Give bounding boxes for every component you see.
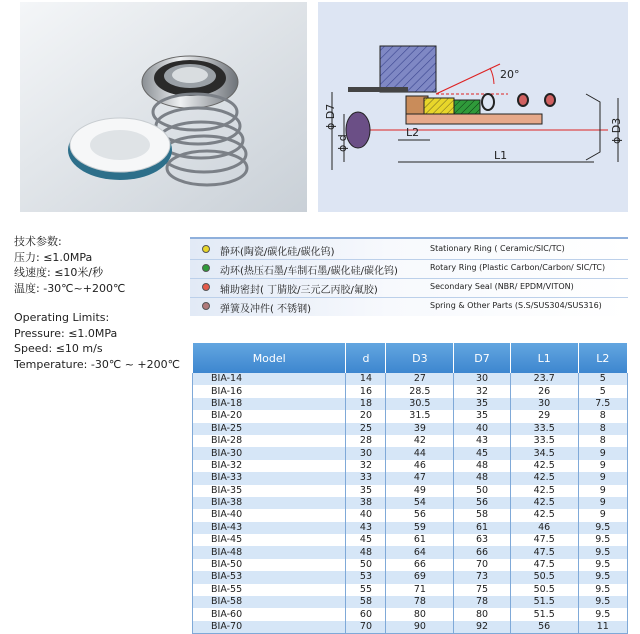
table-cell: 48 xyxy=(346,546,386,558)
product-photo xyxy=(20,2,307,212)
table-cell: 8 xyxy=(578,410,627,422)
table-cell: 90 xyxy=(386,621,454,634)
table-cell: 47.5 xyxy=(510,546,578,558)
table-cell: 34.5 xyxy=(510,447,578,459)
table-cell: 47.5 xyxy=(510,534,578,546)
table-header-row xyxy=(193,343,628,373)
table-cell: 9.5 xyxy=(578,522,627,534)
table-cell: BIA-16 xyxy=(193,385,346,397)
materials-legend xyxy=(190,237,628,316)
table-cell: 9 xyxy=(578,485,627,497)
seal-diagram xyxy=(318,2,628,212)
table-cell: 49 xyxy=(386,485,454,497)
spec-row: Temperature: -30℃ ~ +200℃ xyxy=(14,357,180,371)
table-cell: 8 xyxy=(578,423,627,435)
table-cell: 42.5 xyxy=(510,485,578,497)
col-header-model: Model xyxy=(193,343,346,373)
table-cell: 38 xyxy=(346,497,386,509)
specs-chinese xyxy=(14,234,125,296)
table-cell: 16 xyxy=(346,385,386,397)
table-row xyxy=(193,522,628,534)
table-cell: 50.5 xyxy=(510,571,578,583)
brown-dot-icon xyxy=(202,302,210,310)
spec-row: 线速度: ≤10米/秒 xyxy=(14,266,104,279)
col-header-d: d xyxy=(346,343,386,373)
table-cell: 9.5 xyxy=(578,534,627,546)
table-cell: BIA-33 xyxy=(193,472,346,484)
table-cell: 33 xyxy=(346,472,386,484)
table-cell: BIA-30 xyxy=(193,447,346,459)
table-cell: 9.5 xyxy=(578,596,627,608)
table-cell: 71 xyxy=(386,584,454,596)
legend-row: 弹簧及冲件( 不锈钢) Spring & Other Parts (S.S/SUS304/SUS316) xyxy=(190,298,628,315)
table-cell: 45 xyxy=(346,534,386,546)
table-cell: 30 xyxy=(346,447,386,459)
red-dot-icon xyxy=(202,283,210,291)
table-cell: 48 xyxy=(454,460,511,472)
table-cell: 60 xyxy=(346,608,386,620)
table-cell: BIA-58 xyxy=(193,596,346,608)
table-cell: 35 xyxy=(454,398,511,410)
table-cell: 9.5 xyxy=(578,584,627,596)
legend-row: 静环(陶瓷/碳化硅/碳化钨) Stationary Ring ( Ceramic/SIC/TC) xyxy=(190,241,628,258)
table-cell: 9 xyxy=(578,509,627,521)
dim-l2: L2 xyxy=(406,126,420,139)
table-cell: 32 xyxy=(346,460,386,472)
table-cell: 56 xyxy=(454,497,511,509)
table-row xyxy=(193,398,628,410)
table-cell: 78 xyxy=(454,596,511,608)
table-cell: 9.5 xyxy=(578,571,627,583)
spec-row: Pressure: ≤1.0MPa xyxy=(14,326,118,340)
table-cell: BIA-53 xyxy=(193,571,346,583)
table-cell: 29 xyxy=(510,410,578,422)
table-cell: 56 xyxy=(386,509,454,521)
table-row xyxy=(193,472,628,484)
table-cell: BIA-50 xyxy=(193,559,346,571)
table-cell: 66 xyxy=(454,546,511,558)
table-cell: BIA-14 xyxy=(193,373,346,385)
table-cell: 66 xyxy=(386,559,454,571)
table-cell: 9.5 xyxy=(578,546,627,558)
legend-row: 动环(热压石墨/车制石墨/碳化硅/碳化钨) Rotary Ring (Plastic Carbon/Carbon/ SIC/TC) xyxy=(190,260,628,277)
table-cell: BIA-35 xyxy=(193,485,346,497)
spec-row: 压力: ≤1.0MPa xyxy=(14,250,93,264)
table-row xyxy=(193,571,628,583)
table-cell: BIA-20 xyxy=(193,410,346,422)
table-cell: 47.5 xyxy=(510,559,578,571)
table-cell: 14 xyxy=(346,373,386,385)
table-cell: 78 xyxy=(386,596,454,608)
col-header-l1: L1 xyxy=(510,343,578,373)
table-cell: BIA-25 xyxy=(193,423,346,435)
table-cell: 55 xyxy=(346,584,386,596)
table-cell: 7.5 xyxy=(578,398,627,410)
table-row xyxy=(193,385,628,397)
table-row xyxy=(193,460,628,472)
table-row xyxy=(193,559,628,571)
table-cell: 61 xyxy=(386,534,454,546)
table-cell: BIA-45 xyxy=(193,534,346,546)
table-row xyxy=(193,423,628,435)
table-cell: 58 xyxy=(346,596,386,608)
table-cell: 48 xyxy=(454,472,511,484)
table-cell: 28 xyxy=(346,435,386,447)
table-cell: 39 xyxy=(386,423,454,435)
table-cell: 56 xyxy=(510,621,578,634)
table-cell: 45 xyxy=(454,447,511,459)
table-cell: 46 xyxy=(510,522,578,534)
table-row xyxy=(193,497,628,509)
table-cell: 25 xyxy=(346,423,386,435)
col-header-d7: D7 xyxy=(454,343,511,373)
table-cell: 42 xyxy=(386,435,454,447)
table-cell: BIA-70 xyxy=(193,621,346,634)
table-cell: 26 xyxy=(510,385,578,397)
dim-d3: ϕ D3 xyxy=(610,117,623,144)
table-cell: 40 xyxy=(454,423,511,435)
table-cell: 27 xyxy=(386,373,454,385)
table-row xyxy=(193,596,628,608)
table-cell: 30 xyxy=(454,373,511,385)
table-cell: 54 xyxy=(386,497,454,509)
table-cell: 40 xyxy=(346,509,386,521)
table-cell: 9 xyxy=(578,447,627,459)
table-cell: 50.5 xyxy=(510,584,578,596)
dim-d7: ϕ D7 xyxy=(324,103,337,130)
table-cell: 8 xyxy=(578,435,627,447)
table-cell: 80 xyxy=(454,608,511,620)
col-header-l2: L2 xyxy=(578,343,627,373)
table-cell: 32 xyxy=(454,385,511,397)
yellow-dot-icon xyxy=(202,245,210,253)
table-cell: 9 xyxy=(578,497,627,509)
table-cell: 5 xyxy=(578,385,627,397)
table-cell: 35 xyxy=(454,410,511,422)
table-cell: 42.5 xyxy=(510,472,578,484)
spec-row: 温度: -30℃~+200℃ xyxy=(14,281,126,295)
table-row xyxy=(193,435,628,447)
table-cell: BIA-43 xyxy=(193,522,346,534)
table-row xyxy=(193,509,628,521)
table-cell: 69 xyxy=(386,571,454,583)
green-dot-icon xyxy=(202,264,210,272)
table-cell: 59 xyxy=(386,522,454,534)
table-cell: 11 xyxy=(578,621,627,634)
table-cell: BIA-55 xyxy=(193,584,346,596)
table-cell: 44 xyxy=(386,447,454,459)
table-cell: BIA-32 xyxy=(193,460,346,472)
table-cell: 23.7 xyxy=(510,373,578,385)
legend-row: 辅助密封( 丁腈胶/三元乙丙胶/氟胶) Secondary Seal (NBR/ EPDM/VITON) xyxy=(190,279,628,296)
table-cell: 9 xyxy=(578,460,627,472)
table-cell: 58 xyxy=(454,509,511,521)
table-cell: 73 xyxy=(454,571,511,583)
table-cell: 31.5 xyxy=(386,410,454,422)
dim-l1: L1 xyxy=(494,149,508,162)
table-row xyxy=(193,410,628,422)
table-cell: 30.5 xyxy=(386,398,454,410)
table-cell: 50 xyxy=(346,559,386,571)
col-header-d3: D3 xyxy=(386,343,454,373)
table-row xyxy=(193,534,628,546)
table-cell: 20 xyxy=(346,410,386,422)
table-cell: BIA-38 xyxy=(193,497,346,509)
table-cell: 5 xyxy=(578,373,627,385)
table-cell: 53 xyxy=(346,571,386,583)
table-cell: 18 xyxy=(346,398,386,410)
spec-row: 技术参数: xyxy=(14,235,62,248)
table-cell: BIA-60 xyxy=(193,608,346,620)
table-cell: BIA-28 xyxy=(193,435,346,447)
table-cell: 80 xyxy=(386,608,454,620)
table-cell: 63 xyxy=(454,534,511,546)
table-cell: 30 xyxy=(510,398,578,410)
table-row xyxy=(193,584,628,596)
table-row xyxy=(193,546,628,558)
table-cell: 46 xyxy=(386,460,454,472)
specs-english xyxy=(14,310,180,372)
angle-label: 20° xyxy=(500,68,520,81)
table-cell: 42.5 xyxy=(510,509,578,521)
dim-d: ϕ d xyxy=(336,134,349,152)
table-cell: 33.5 xyxy=(510,423,578,435)
table-row xyxy=(193,485,628,497)
spec-row: Speed: ≤10 m/s xyxy=(14,342,103,355)
table-row xyxy=(193,608,628,620)
table-cell: 70 xyxy=(346,621,386,634)
table-cell: BIA-40 xyxy=(193,509,346,521)
table-cell: 50 xyxy=(454,485,511,497)
table-cell: 42.5 xyxy=(510,497,578,509)
table-cell: BIA-48 xyxy=(193,546,346,558)
table-cell: 9.5 xyxy=(578,559,627,571)
table-cell: 43 xyxy=(454,435,511,447)
table-row xyxy=(193,447,628,459)
table-cell: 42.5 xyxy=(510,460,578,472)
table-cell: 75 xyxy=(454,584,511,596)
spec-row: Operating Limits: xyxy=(14,311,110,324)
table-cell: 9 xyxy=(578,472,627,484)
table-cell: 51.5 xyxy=(510,596,578,608)
table-cell: 28.5 xyxy=(386,385,454,397)
table-cell: 92 xyxy=(454,621,511,634)
table-cell: 51.5 xyxy=(510,608,578,620)
table-cell: 43 xyxy=(346,522,386,534)
table-cell: 9.5 xyxy=(578,608,627,620)
table-cell: 35 xyxy=(346,485,386,497)
table-cell: 61 xyxy=(454,522,511,534)
table-cell: 33.5 xyxy=(510,435,578,447)
table-cell: 47 xyxy=(386,472,454,484)
table-row xyxy=(193,373,628,385)
table-cell: 64 xyxy=(386,546,454,558)
table-cell: 70 xyxy=(454,559,511,571)
dimensions-table xyxy=(192,343,628,634)
table-cell: BIA-18 xyxy=(193,398,346,410)
